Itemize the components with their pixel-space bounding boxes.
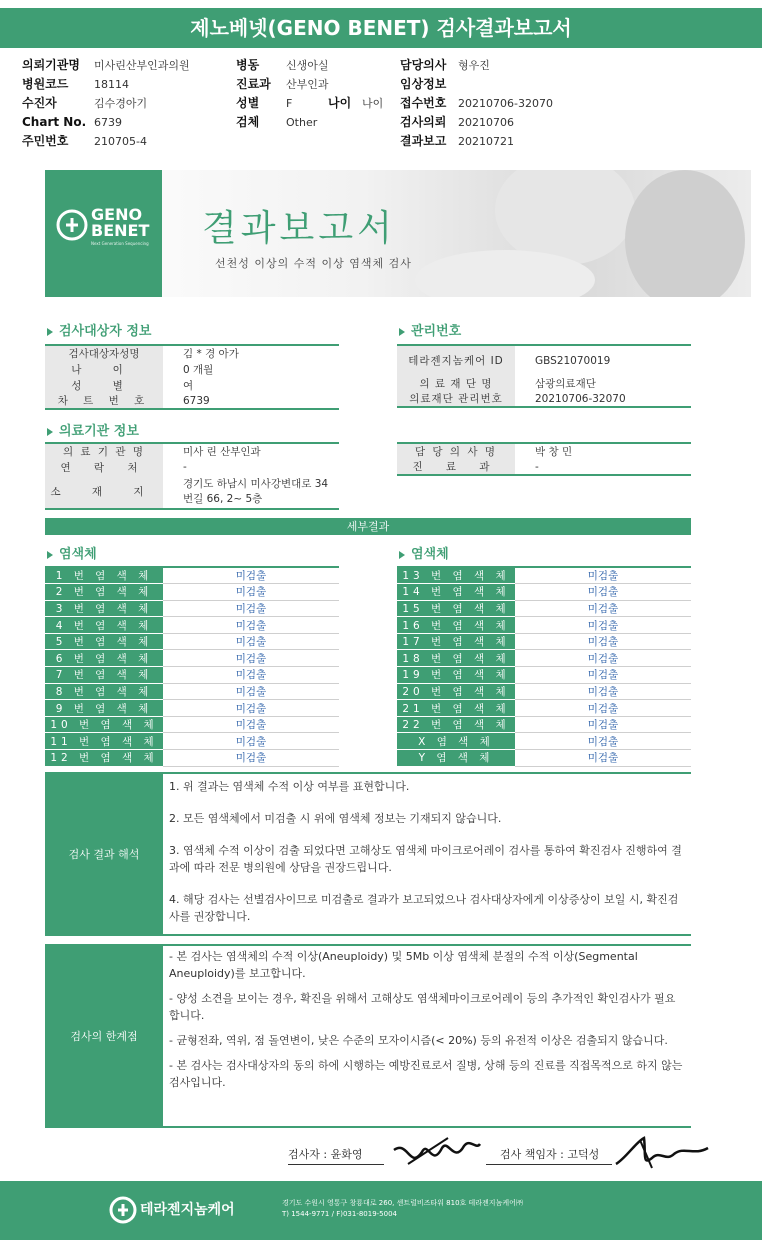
value-sex: F bbox=[286, 97, 293, 110]
chromosome-label: 17 번 염 색 체 bbox=[397, 633, 515, 650]
chromosome-row bbox=[45, 750, 339, 767]
value-receipt-no: 20210706-32070 bbox=[458, 97, 553, 110]
value-resident-no: 210705-4 bbox=[94, 135, 147, 148]
subject-heading bbox=[47, 320, 151, 339]
label-ward: 병동 bbox=[236, 58, 260, 72]
footer-address: 경기도 수원시 영통구 창룡대로 260, 센트럴비즈타워 810호 테라젠지놈케어㈜ bbox=[282, 1199, 523, 1207]
chromosome-row bbox=[45, 650, 339, 667]
value-department: 산부인과 bbox=[286, 78, 329, 91]
limitations-label: 검사의 한계점 bbox=[45, 944, 163, 1128]
label-chart-no: Chart No. bbox=[22, 115, 87, 129]
chromosome-result: 미검출 bbox=[515, 716, 691, 733]
value-report-date: 20210721 bbox=[458, 135, 514, 148]
institution-value: 미사 린 산부인과 bbox=[163, 443, 339, 459]
chromosome-row bbox=[45, 667, 339, 684]
value-institution: 미사린산부인과의원 bbox=[94, 59, 190, 72]
chromosome-heading-text: 염색체 bbox=[59, 547, 97, 562]
chromosome-result: 미검출 bbox=[515, 683, 691, 700]
chromosome-result: 미검출 bbox=[163, 567, 339, 584]
table-row bbox=[45, 361, 339, 377]
chromosome-label: 2 번 염 색 체 bbox=[45, 584, 163, 601]
value-hospital-code: 18114 bbox=[94, 78, 129, 91]
subject-key: 차 트 번 호 bbox=[45, 393, 163, 409]
institution-value: 박 창 민 bbox=[515, 443, 691, 459]
label-patient: 수진자 bbox=[22, 96, 57, 110]
geno-benet-logo bbox=[45, 170, 162, 297]
table-row bbox=[45, 345, 339, 361]
label-clinical-info: 임상정보 bbox=[400, 77, 447, 91]
interpretation-item: 2. 모든 염색체에서 미검출 시 위에 염색체 정보는 기재되지 않습니다. bbox=[169, 812, 502, 825]
value-chart-no: 6739 bbox=[94, 116, 122, 129]
tester-signature-line bbox=[288, 1146, 384, 1165]
institution-key: 소 재 지 bbox=[45, 475, 163, 509]
chromosome-row bbox=[397, 716, 691, 733]
chromosome-result: 미검출 bbox=[163, 584, 339, 601]
logo-tagline: Next Generation Sequencing bbox=[91, 241, 149, 246]
chromosome-table-right bbox=[397, 566, 691, 767]
table-row bbox=[397, 459, 691, 475]
value-request-date: 20210706 bbox=[458, 116, 514, 129]
chromosome-row bbox=[397, 633, 691, 650]
label-report-date: 결과보고 bbox=[400, 134, 447, 148]
institution-value: - bbox=[183, 461, 187, 473]
arrow-icon bbox=[47, 551, 53, 559]
value-patient: 김수경아기 bbox=[94, 97, 148, 110]
responsible-signature-image bbox=[612, 1128, 712, 1174]
institution-heading bbox=[47, 420, 139, 439]
chromosome-row bbox=[397, 584, 691, 601]
management-value: GBS21070019 bbox=[515, 345, 691, 375]
chromosome-result: 미검출 bbox=[163, 600, 339, 617]
subject-key: 성 별 bbox=[45, 377, 163, 393]
chromosome-result: 미검출 bbox=[515, 733, 691, 750]
chromosome-row bbox=[45, 716, 339, 733]
management-key: 의료재단 관리번호 bbox=[397, 391, 515, 407]
value-specimen: Other bbox=[286, 116, 318, 129]
chromosome-result: 미검출 bbox=[515, 667, 691, 684]
interpretation-box bbox=[45, 772, 691, 936]
subject-value: 김 * 경 아가 bbox=[163, 345, 339, 361]
table-row bbox=[45, 475, 339, 509]
subject-key: 나 이 bbox=[45, 361, 163, 377]
management-key: 테라젠지놈케어 ID bbox=[397, 345, 515, 375]
chromosome-row bbox=[45, 683, 339, 700]
interpretation-item: 1. 위 결과는 염색체 수적 이상 여부를 표현합니다. bbox=[169, 780, 410, 793]
chromosome-row bbox=[397, 617, 691, 634]
report-title: 제노베넷(GENO BENET) 검사결과보고서 bbox=[0, 8, 762, 48]
limitation-item: - 본 검사는 검사대상자의 동의 하에 시행하는 예방진료로서 질병, 상해 등의 진료를 직접목적으로 하지 않는 검사입니다. bbox=[169, 1059, 683, 1089]
chromosome-heading-text: 염색체 bbox=[411, 547, 449, 562]
management-value: 삼광의료재단 bbox=[535, 377, 596, 390]
chromosome-label: X 염 색 체 bbox=[397, 733, 515, 750]
chromosome-result: 미검출 bbox=[515, 567, 691, 584]
chromosome-row bbox=[397, 567, 691, 584]
chromosome-label: 18 번 염 색 체 bbox=[397, 650, 515, 667]
chromosome-label: 6 번 염 색 체 bbox=[45, 650, 163, 667]
chromosome-result: 미검출 bbox=[163, 650, 339, 667]
chromosome-row bbox=[397, 650, 691, 667]
interpretation-item: 3. 염색체 수적 이상이 검출 되었다면 고해상도 염색체 마이크로어레이 검사를 통하여 확진검사 진행하여 결과에 따라 전문 병의원에 상담을 권장드립니다. bbox=[169, 844, 682, 874]
limitation-item: - 양성 소견을 보이는 경우, 확진을 위해서 고해상도 염색체마이크로어레이 등의 추가적인 확인검사가 필요합니다. bbox=[169, 992, 676, 1022]
chromosome-label: 14 번 염 색 체 bbox=[397, 584, 515, 601]
footer-contact: T) 1544-9771 / F)031-8019-5004 bbox=[282, 1210, 397, 1218]
chromosome-label: 12 번 염 색 체 bbox=[45, 750, 163, 767]
chromosome-row bbox=[45, 733, 339, 750]
chromosome-label: 5 번 염 색 체 bbox=[45, 633, 163, 650]
chromosome-label: 3 번 염 색 체 bbox=[45, 600, 163, 617]
arrow-icon bbox=[47, 428, 53, 436]
table-row bbox=[397, 443, 691, 459]
tester-signature-image bbox=[388, 1130, 484, 1174]
interpretation-item: 4. 해당 검사는 선별검사이므로 미검출로 결과가 보고되었으나 검사대상자에게 이상증상이 보일 시, 확진검사를 권장합니다. bbox=[169, 893, 679, 923]
management-key: 의 료 재 단 명 bbox=[397, 375, 515, 391]
institution-value: 경기도 하남시 미사강변대로 34 번길 66, 2~ 5층 bbox=[163, 475, 339, 509]
label-doctor: 담당의사 bbox=[400, 58, 447, 72]
responsible-signature-line bbox=[486, 1146, 612, 1165]
chromosome-result: 미검출 bbox=[163, 683, 339, 700]
label-hospital-code: 병원코드 bbox=[22, 77, 69, 91]
subject-value: 0 개월 bbox=[183, 363, 214, 376]
label-sex: 성별 bbox=[236, 96, 260, 110]
chromosome-row bbox=[397, 700, 691, 717]
institution-table bbox=[45, 442, 339, 510]
chromosome-table-left bbox=[45, 566, 339, 767]
limitations-body bbox=[163, 944, 691, 1128]
header-col1 bbox=[22, 56, 190, 151]
institution-value: - bbox=[515, 459, 691, 475]
table-row bbox=[45, 393, 339, 409]
subject-heading-text: 검사대상자 정보 bbox=[59, 324, 152, 339]
chromosome-row bbox=[45, 567, 339, 584]
footer-company: 테라젠지놈케어 bbox=[140, 1202, 235, 1218]
chromosome-label: 16 번 염 색 체 bbox=[397, 617, 515, 634]
chromosome-result: 미검출 bbox=[515, 633, 691, 650]
header-col3 bbox=[400, 56, 553, 151]
subject-table bbox=[45, 344, 339, 410]
chromosome-row bbox=[397, 750, 691, 767]
institution-key: 진 료 과 bbox=[397, 459, 515, 475]
chromosome-label: 20 번 염 색 체 bbox=[397, 683, 515, 700]
label-request-date: 검사의뢰 bbox=[400, 115, 447, 129]
chromosome-result: 미검출 bbox=[515, 584, 691, 601]
chromosome-result: 미검출 bbox=[163, 617, 339, 634]
management-value: 20210706-32070 bbox=[515, 391, 691, 407]
table-row bbox=[397, 375, 691, 391]
institution-key: 의 료 기 관 명 bbox=[45, 443, 163, 459]
institution-heading-text: 의료기관 정보 bbox=[59, 424, 139, 439]
chromosome-label: 9 번 염 색 체 bbox=[45, 700, 163, 717]
footer bbox=[0, 1181, 762, 1240]
subject-key: 검사대상자성명 bbox=[45, 345, 163, 361]
value-age: 나이 bbox=[362, 97, 384, 110]
management-table bbox=[397, 344, 691, 408]
chromosome-row bbox=[45, 700, 339, 717]
interpretation-body bbox=[163, 772, 691, 936]
chromosome-row bbox=[397, 600, 691, 617]
chromosome-row bbox=[397, 683, 691, 700]
chromosome-row bbox=[45, 633, 339, 650]
chromosome-result: 미검출 bbox=[163, 667, 339, 684]
chromosome-label: Y 염 색 체 bbox=[397, 750, 515, 767]
chromosome-result: 미검출 bbox=[163, 716, 339, 733]
interpretation-label: 검사 결과 해석 bbox=[45, 772, 163, 936]
institution-key: 연 락 처 bbox=[45, 459, 163, 475]
label-specimen: 검체 bbox=[236, 115, 260, 129]
chromosome-label: 10 번 염 색 체 bbox=[45, 716, 163, 733]
tester-name: 검사자 : 윤화영 bbox=[288, 1148, 363, 1161]
geno-logo-icon bbox=[55, 208, 89, 242]
chromosome-row bbox=[45, 600, 339, 617]
chromosome-result: 미검출 bbox=[163, 700, 339, 717]
chromosome-heading-left bbox=[47, 543, 97, 562]
chromosome-result: 미검출 bbox=[163, 750, 339, 767]
table-row bbox=[45, 443, 339, 459]
chromosome-result: 미검출 bbox=[163, 633, 339, 650]
chromosome-row bbox=[397, 667, 691, 684]
label-receipt-no: 접수번호 bbox=[400, 96, 447, 110]
chromosome-label: 7 번 염 색 체 bbox=[45, 667, 163, 684]
chromosome-result: 미검출 bbox=[515, 650, 691, 667]
chromosome-row bbox=[397, 733, 691, 750]
label-department: 진료과 bbox=[236, 77, 271, 91]
logo-line1: GENO bbox=[91, 205, 143, 224]
subject-value: 여 bbox=[183, 379, 194, 392]
label-age: 나이 bbox=[328, 96, 352, 110]
chromosome-label: 21 번 염 색 체 bbox=[397, 700, 515, 717]
banner-title: 결과보고서 bbox=[202, 208, 396, 249]
responsible-name: 검사 책임자 : 고덕성 bbox=[500, 1148, 600, 1161]
arrow-icon bbox=[399, 551, 405, 559]
subject-value: 6739 bbox=[163, 393, 339, 409]
chromosome-label: 15 번 염 색 체 bbox=[397, 600, 515, 617]
arrow-icon bbox=[399, 328, 405, 336]
chromosome-row bbox=[45, 617, 339, 634]
table-row bbox=[45, 377, 339, 393]
chromosome-label: 22 번 염 색 체 bbox=[397, 716, 515, 733]
institution-key: 담 당 의 사 명 bbox=[397, 443, 515, 459]
chromosome-result: 미검출 bbox=[515, 700, 691, 717]
chromosome-label: 4 번 염 색 체 bbox=[45, 617, 163, 634]
limitations-box bbox=[45, 944, 691, 1128]
logo-line2: BENET bbox=[91, 221, 150, 240]
management-heading bbox=[399, 320, 461, 339]
chromosome-result: 미검출 bbox=[163, 733, 339, 750]
chromosome-label: 8 번 염 색 체 bbox=[45, 683, 163, 700]
label-institution: 의뢰기관명 bbox=[22, 58, 80, 72]
value-doctor: 형우진 bbox=[458, 59, 490, 72]
chromosome-result: 미검출 bbox=[515, 617, 691, 634]
value-ward: 신생아실 bbox=[286, 59, 329, 72]
banner-subtitle: 선천성 이상의 수적 이상 염색체 검사 bbox=[215, 257, 412, 270]
chromosome-label: 11 번 염 색 체 bbox=[45, 733, 163, 750]
institution-table-2 bbox=[397, 442, 691, 476]
chromosome-label: 1 번 염 색 체 bbox=[45, 567, 163, 584]
detail-results-bar: 세부결과 bbox=[45, 518, 691, 535]
header-col2 bbox=[236, 56, 383, 132]
table-row bbox=[397, 345, 691, 375]
label-resident-no: 주민번호 bbox=[22, 134, 69, 148]
table-row bbox=[397, 391, 691, 407]
chromosome-heading-right bbox=[399, 543, 449, 562]
chromosome-label: 19 번 염 색 체 bbox=[397, 667, 515, 684]
terragen-logo-icon bbox=[108, 1195, 138, 1225]
limitation-item: - 균형전좌, 역위, 점 돌연변이, 낮은 수준의 모자이시즘(< 20%) 등의 유전적 이상은 검출되지 않습니다. bbox=[169, 1034, 668, 1047]
chromosome-label: 13 번 염 색 체 bbox=[397, 567, 515, 584]
limitation-item: - 본 검사는 염색체의 수적 이상(Aneuploidy) 및 5Mb 이상 염색체 분절의 수적 이상(Segmental Aneuploidy)를 보고합니다. bbox=[169, 950, 638, 980]
chromosome-row bbox=[45, 584, 339, 601]
chromosome-result: 미검출 bbox=[515, 600, 691, 617]
chromosome-result: 미검출 bbox=[515, 750, 691, 767]
table-row bbox=[45, 459, 339, 475]
management-heading-text: 관리번호 bbox=[411, 324, 462, 339]
arrow-icon bbox=[47, 328, 53, 336]
